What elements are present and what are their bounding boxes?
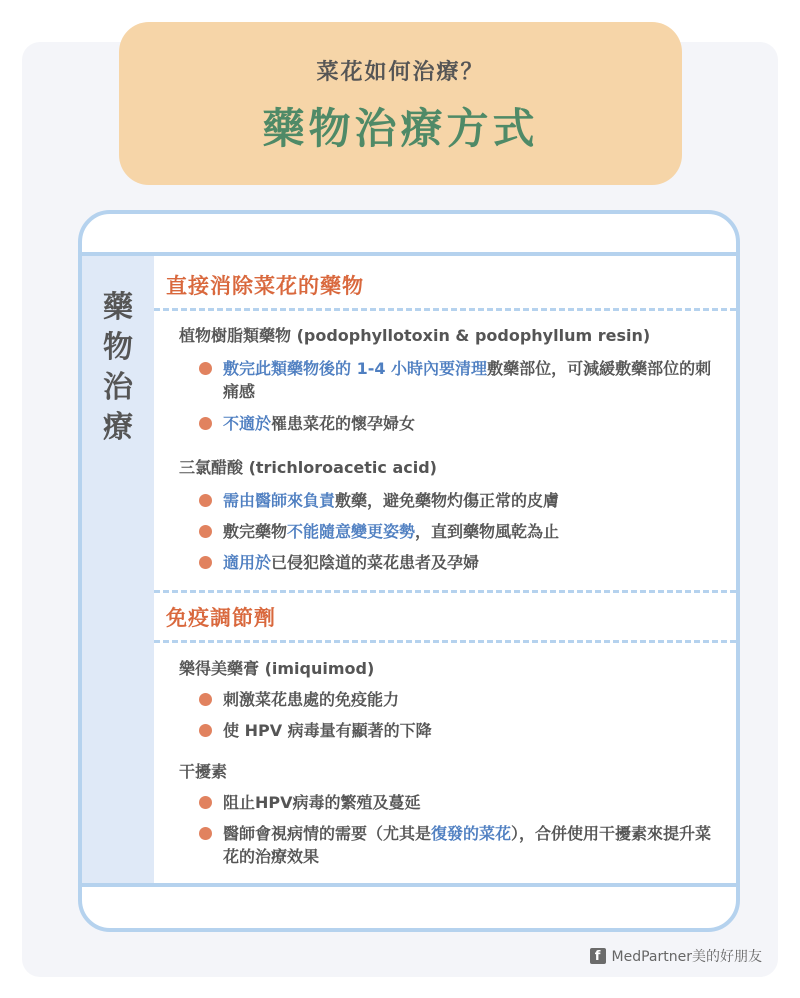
item-text: 使 HPV 病毒量有顯著的下降: [223, 721, 432, 740]
item-text: 已侵犯陰道的菜花患者及孕婦: [271, 553, 480, 572]
item-text: 敷完藥物: [223, 522, 288, 541]
item-text: 刺激菜花患處的免疫能力: [223, 690, 400, 709]
side-label-char: 藥: [103, 290, 133, 325]
side-label: [82, 288, 154, 448]
side-label-char: 治: [103, 370, 133, 405]
list-item: [197, 719, 717, 742]
card-bottom-divider: [82, 883, 736, 887]
item-text: ），合併使用干擾素來提升菜花的治療效果: [223, 824, 712, 866]
group-heading: 植物樹脂類藥物 (podophyllotoxin & podophyllum resin): [179, 326, 651, 345]
highlight-text: 需由醫師來負責: [223, 491, 336, 510]
side-column: [82, 256, 154, 883]
item-text: ，直到藥物風乾為止: [415, 522, 560, 541]
side-label-char: 療: [103, 410, 133, 445]
dashed-divider: [154, 308, 736, 311]
list-item: [197, 520, 717, 543]
bullet-dot-icon: [199, 724, 212, 737]
highlight-text: 敷完此類藥物後的 1-4 小時內要清理: [223, 359, 488, 378]
bullet-dot-icon: [199, 417, 212, 430]
list-item: [197, 489, 717, 512]
content-area: [154, 256, 736, 883]
footer-credit: [590, 946, 762, 966]
bullet-dot-icon: [199, 525, 212, 538]
facebook-icon: f: [590, 948, 606, 964]
side-label-char: 物: [103, 330, 133, 365]
section-title-immune: 免疫調節劑: [166, 606, 276, 630]
group-heading: 干擾素: [179, 762, 228, 781]
bullet-dot-icon: [199, 796, 212, 809]
dashed-divider: [154, 640, 736, 643]
page-title: 藥物治療方式: [262, 104, 539, 153]
section-title-direct: 直接消除菜花的藥物: [166, 274, 364, 298]
group-heading: 樂得美藥膏 (imiquimod): [179, 659, 375, 678]
item-text: 阻止HPV病毒的繁殖及蔓延: [223, 793, 421, 812]
bullet-dot-icon: [199, 556, 212, 569]
list-item: [197, 688, 717, 711]
footer-brand: MedPartner美的好朋友: [611, 949, 762, 965]
highlight-text: 不適於: [223, 414, 272, 433]
bullet-dot-icon: [199, 693, 212, 706]
list-item: [197, 357, 717, 403]
item-text: 罹患菜花的懷孕婦女: [271, 414, 416, 433]
content-card: [78, 210, 740, 932]
highlight-text: 復發的菜花: [431, 824, 512, 843]
item-text: 敷藥，避免藥物灼傷正常的皮膚: [335, 491, 560, 510]
bullet-dot-icon: [199, 362, 212, 375]
bullet-dot-icon: [199, 827, 212, 840]
list-item: [197, 551, 717, 574]
dashed-divider: [154, 590, 736, 593]
bullet-dot-icon: [199, 494, 212, 507]
list-item: [197, 791, 717, 814]
highlight-text: 不能隨意變更姿勢: [287, 522, 416, 541]
list-item: [197, 412, 717, 435]
title-banner: [119, 22, 682, 185]
item-text: 醫師會視病情的需要（尤其是: [223, 824, 432, 843]
group-heading: 三氯醋酸 (trichloroacetic acid): [179, 458, 437, 477]
highlight-text: 適用於: [223, 553, 272, 572]
page-subtitle: 菜花如何治療？: [316, 60, 485, 85]
list-item: [197, 822, 717, 868]
item-text: 敷藥部位，可減緩敷藥部位的刺痛感: [223, 359, 712, 401]
